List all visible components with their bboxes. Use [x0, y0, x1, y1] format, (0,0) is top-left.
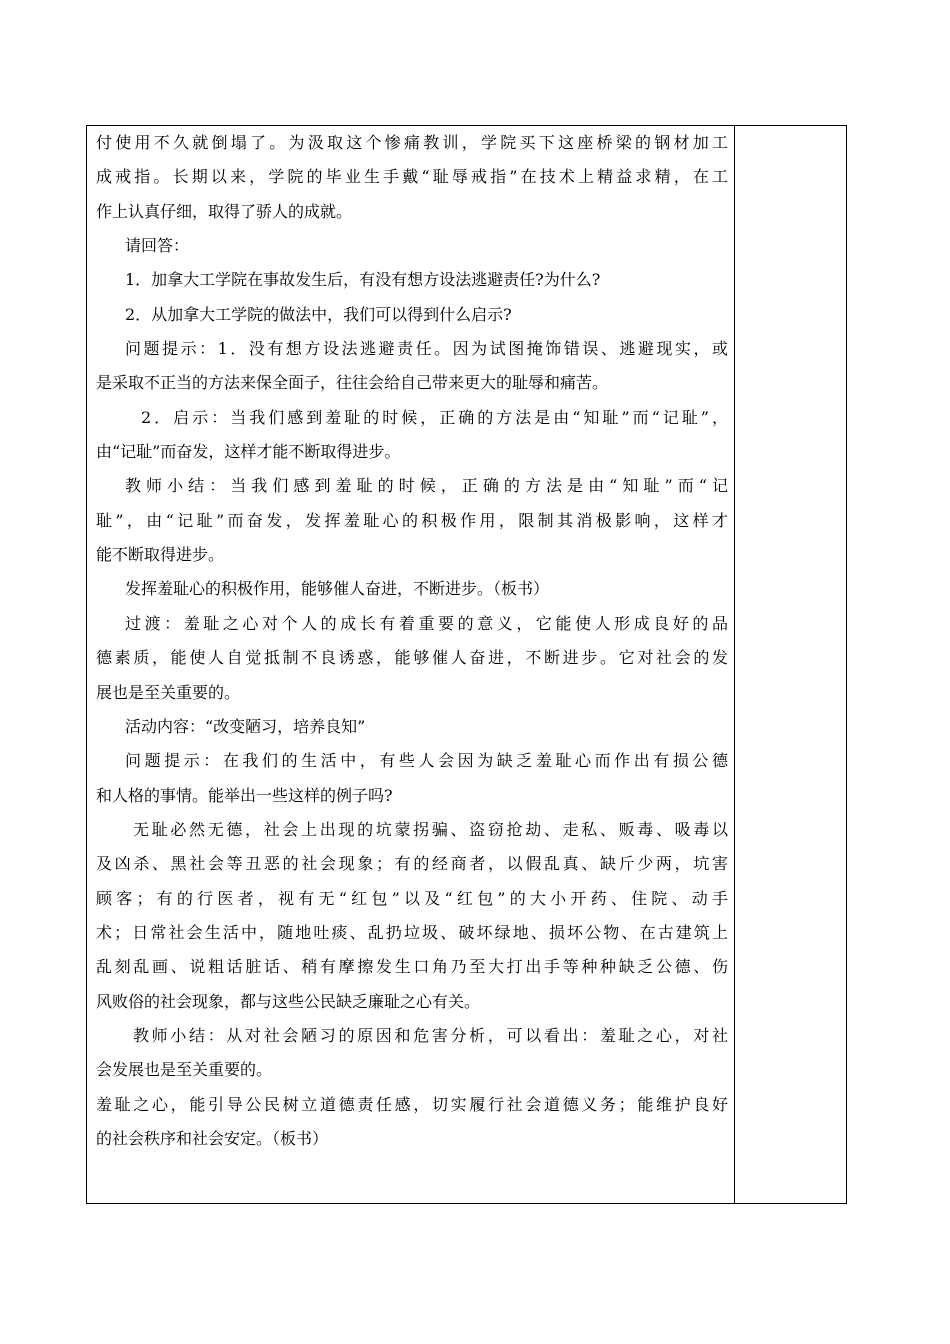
text-line-6: 2．从加拿大工学院的做法中，我们可以得到什么启示?: [125, 304, 512, 324]
text-line-28: 会发展也是至关重要的。: [96, 1060, 273, 1080]
text-line-16: 德素质，能使人自觉抵制不良诱惑，能够催人奋进，不断进步。它对社会的发: [96, 648, 728, 668]
text-line-5: 1．加拿大工学院在事故发生后，有没有想方设法逃避责任?为什么?: [125, 270, 601, 290]
text-line-17: 展也是至关重要的。: [96, 682, 241, 702]
text-line-8: 是采取不正当的方法来保全面子，往往会给自己带来更大的耻辱和痛苦。: [96, 373, 609, 393]
lesson-table: [86, 125, 847, 1204]
text-line-22: 及凶杀、黑社会等丑恶的社会现象；有的经商者，以假乱真、缺斤少两，坑害: [96, 854, 728, 874]
text-line-11: 教师小结：当我们感到羞耻的时候，正确的方法是由“知耻”而“记: [125, 476, 728, 496]
text-line-2: 成戒指。长期以来，学院的毕业生手戴“耻辱戒指”在技术上精益求精，在工: [96, 167, 728, 187]
text-line-7: 问题提示：1．没有想方设法逃避责任。因为试图掩饰错误、逃避现实，或: [125, 339, 728, 359]
text-line-21: 无耻必然无德，社会上出现的坑蒙拐骗、盗窃抢劫、走私、贩毒、吸毒以: [133, 819, 728, 839]
text-line-14: 发挥羞耻心的积极作用，能够催人奋进，不断进步。（板书）: [125, 579, 550, 599]
text-line-9: 2．启示：当我们感到羞耻的时候，正确的方法是由“知耻”而“记耻”，: [141, 407, 728, 427]
text-line-1: 付使用不久就倒塌了。为汲取这个惨痛教训，学院买下这座桥梁的钢材加工: [96, 133, 728, 152]
lesson-content-cell: [96, 126, 728, 1156]
text-line-3: 作上认真仔细，取得了骄人的成就。: [96, 201, 353, 221]
notes-column-cell: [735, 126, 846, 1203]
text-line-23: 顾客；有的行医者，视有无“红包”以及“红包”的大小开药、住院、动手: [96, 888, 728, 908]
text-line-20: 和人格的事情。能举出一些这样的例子吗?: [96, 785, 393, 805]
text-line-25: 乱刻乱画、说粗话脏话、稍有摩擦发生口角乃至大打出手等种种缺乏公德、伤: [96, 957, 728, 977]
text-line-12: 耻”，由“记耻”而奋发，发挥羞耻心的积极作用，限制其消极影响，这样才: [96, 510, 728, 530]
text-line-24: 术；日常社会生活中，随地吐痰、乱扔垃圾、破坏绿地、损坏公物、在古建筑上: [96, 922, 728, 942]
text-line-19: 问题提示：在我们的生活中，有些人会因为缺乏羞耻心而作出有损公德: [125, 751, 728, 771]
text-line-10: 由“记耻”而奋发，这样才能不断取得进步。: [96, 442, 401, 462]
text-line-29: 羞耻之心，能引导公民树立道德责任感，切实履行社会道德义务；能维护良好: [96, 1094, 728, 1114]
text-line-26: 风败俗的社会现象，都与这些公民缺乏廉耻之心有关。: [96, 991, 481, 1011]
text-line-18: 活动内容：“改变陋习，培养良知”: [125, 716, 366, 736]
text-line-13: 能不断取得进步。: [96, 545, 225, 565]
text-line-30: 的社会秩序和社会安定。（板书）: [96, 1128, 329, 1148]
text-line-27: 教师小结：从对社会陋习的原因和危害分析，可以看出：羞耻之心，对社: [133, 1025, 728, 1045]
text-line-15: 过渡：羞耻之心对个人的成长有着重要的意义，它能使人形成良好的品: [125, 613, 728, 633]
text-line-4: 请回答：: [125, 236, 190, 256]
